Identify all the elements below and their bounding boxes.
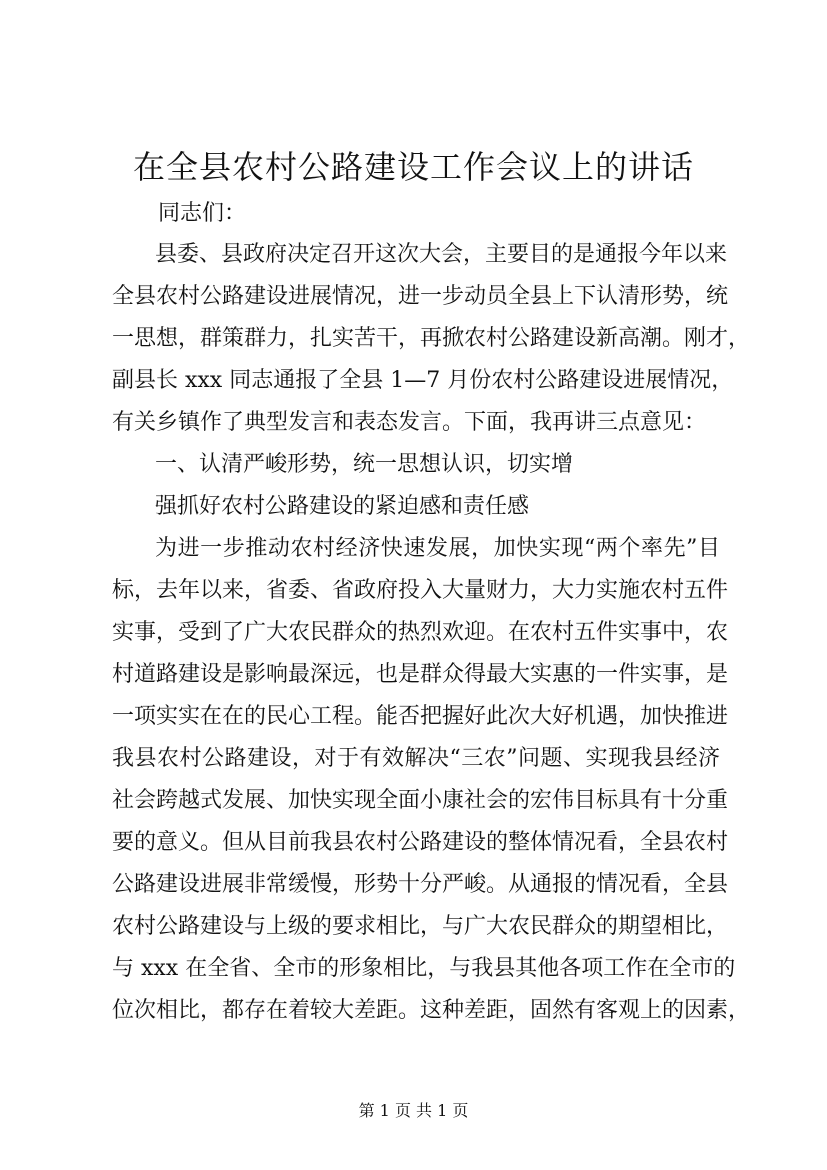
section-heading-line: 一、认清严峻形势，统一思想认识，切实增 <box>155 452 574 477</box>
paragraph-line: 为进一步推动农村经济快速发展，加快实现“两个率先”目 <box>155 536 720 561</box>
paragraph-line: 一思想，群策群力，扎实苦干，再掀农村公路建设新高潮。刚才， <box>112 326 751 351</box>
paragraph-line: 要的意义。但从目前我县农村公路建设的整体情况看，全县农村 <box>112 830 729 855</box>
paragraph-line: 有关乡镇作了典型发言和表态发言。下面，我再讲三点意见： <box>112 410 707 435</box>
paragraph-line: 公路建设进展非常缓慢，形势十分严峻。从通报的情况看，全县 <box>112 872 729 897</box>
paragraph-line: 位次相比，都存在着较大差距。这种差距，固然有客观上的因素， <box>112 998 751 1023</box>
section-heading-line: 强抓好农村公路建设的紧迫感和责任感 <box>155 494 530 519</box>
paragraph-line: 我县农村公路建设，对于有效解决“三农”问题、实现我县经济 <box>112 746 720 771</box>
paragraph-line: 与 xxx 在全省、全市的形象相比，与我县其他各项工作在全市的 <box>112 956 736 981</box>
paragraph-line: 全县农村公路建设进展情况，进一步动员全县上下认清形势，统 <box>112 284 729 309</box>
paragraph-line: 县委、县政府决定召开这次大会，主要目的是通报今年以来 <box>155 242 728 267</box>
paragraph-line: 农村公路建设与上级的要求相比，与广大农民群众的期望相比， <box>112 914 729 939</box>
paragraph-line: 一项实实在在的民心工程。能否把握好此次大好机遇，加快推进 <box>112 704 729 729</box>
salutation: 同志们： <box>158 201 247 226</box>
paragraph-line: 副县长 xxx 同志通报了全县 1—7 月份农村公路建设进展情况， <box>112 368 734 393</box>
document-title: 在全县农村公路建设工作会议上的讲话 <box>132 148 694 186</box>
paragraph-line: 标，去年以来，省委、省政府投入大量财力，大力实施农村五件 <box>112 578 729 603</box>
page-footer: 第 1 页 共 1 页 <box>358 1101 469 1120</box>
paragraph-line: 村道路建设是影响最深远，也是群众得最大实惠的一件实事，是 <box>112 662 729 687</box>
paragraph-line: 社会跨越式发展、加快实现全面小康社会的宏伟目标具有十分重 <box>112 788 729 813</box>
paragraph-line: 实事，受到了广大农民群众的热烈欢迎。在农村五件实事中，农 <box>112 620 729 645</box>
